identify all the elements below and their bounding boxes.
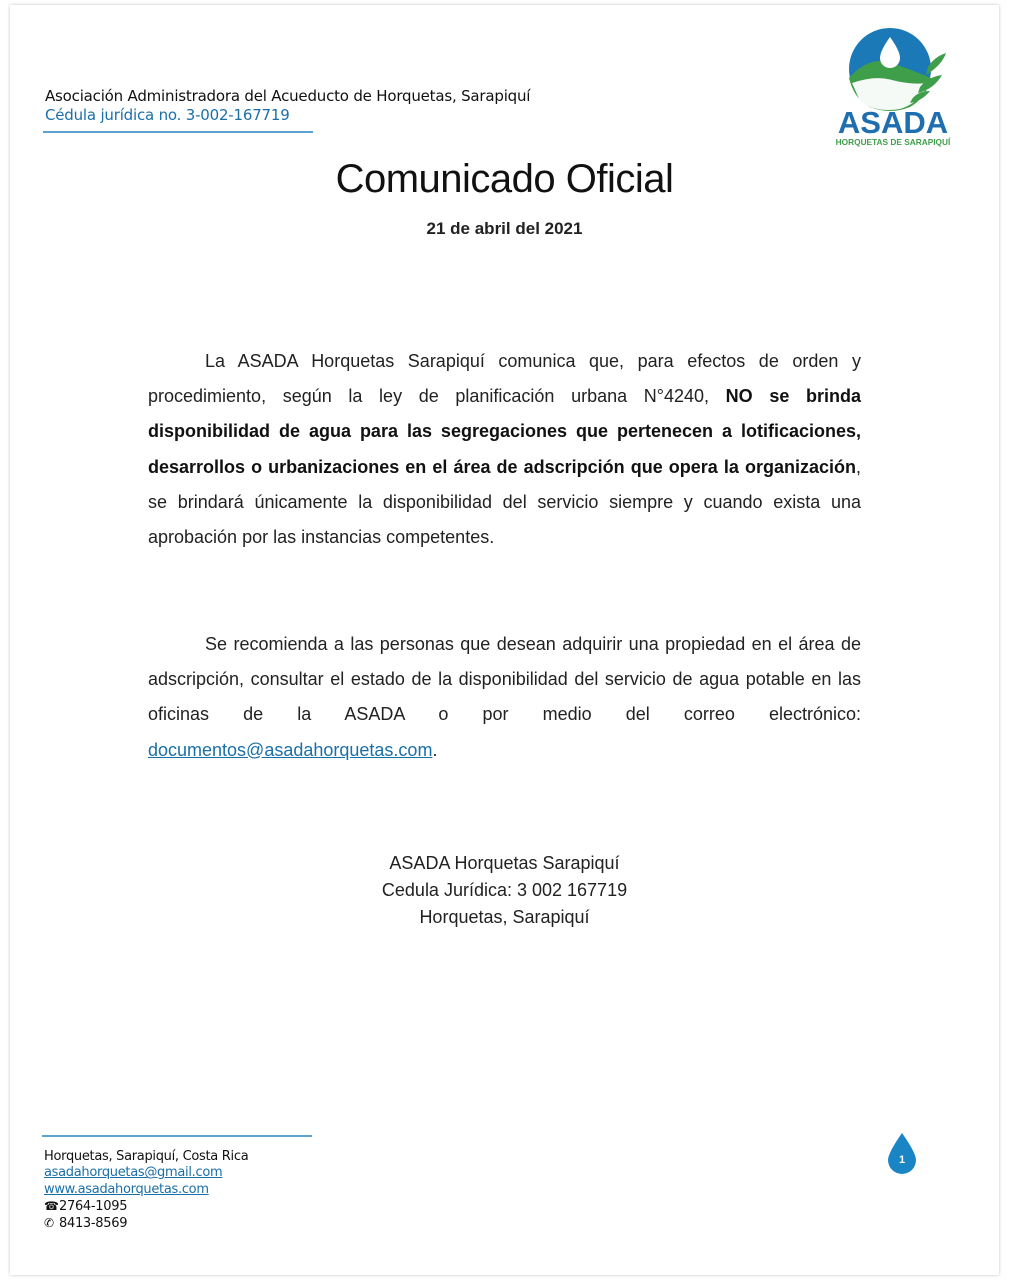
whatsapp-icon: ✆ bbox=[44, 1216, 54, 1231]
footer-divider bbox=[42, 1135, 312, 1137]
paragraph2-text: Se recomienda a las personas que desean adquirir una propiedad en el área de adscripción, consultar el estado de la disponibilidad del servicio de agua potable en las oficinas de la ASADA o por medio del correo electrónico: bbox=[148, 634, 861, 725]
paragraph1-bold: NO se brinda disponibilidad de agua para las segregaciones que pertenecen a lotificaciones, desarrollos o urbanizaciones en el área de adscripción que opera la organización bbox=[148, 386, 861, 477]
footer-contact bbox=[44, 1149, 248, 1232]
page-number: 1 bbox=[898, 1154, 906, 1166]
phone-icon: ☎ bbox=[44, 1198, 59, 1213]
footer-website-link[interactable]: www.asadahorquetas.com bbox=[44, 1181, 209, 1197]
paragraph2-end: . bbox=[432, 739, 438, 760]
organization-name: Asociación Administradora del Acueducto de Horquetas, Sarapiquí bbox=[45, 87, 531, 105]
water-drop-icon bbox=[886, 1131, 918, 1175]
document-page bbox=[10, 5, 999, 1275]
asada-logo bbox=[830, 23, 956, 147]
paragraph1-intro: La ASADA Horquetas Sarapiquí comunica que, para efectos de orden y procedimiento, según la ley de planificación urbana N°4240, bbox=[148, 351, 861, 407]
signature-block bbox=[10, 850, 999, 931]
organization-cedula: Cédula jurídica no. 3-002-167719 bbox=[45, 106, 290, 124]
footer-email-link[interactable]: asadahorquetas@gmail.com bbox=[44, 1165, 223, 1181]
footer-whatsapp: 8413-8569 bbox=[59, 1216, 128, 1232]
logo-wordmark: ASADA bbox=[837, 105, 949, 140]
footer-address: Horquetas, Sarapiquí, Costa Rica bbox=[44, 1149, 249, 1164]
signature-cedula: Cedula Jurídica: 3 002 167719 bbox=[381, 880, 628, 900]
signature-location: Horquetas, Sarapiquí bbox=[419, 907, 590, 927]
paragraph1-end: , se brindará únicamente la disponibilidad del servicio siempre y cuando exista una aprobación por las instancias competentes. bbox=[148, 456, 861, 548]
documents-email-link[interactable]: documentos@asadahorquetas.com bbox=[148, 739, 433, 760]
signature-name: ASADA Horquetas Sarapiquí bbox=[389, 853, 620, 873]
header-divider bbox=[43, 131, 313, 133]
paragraph-availability bbox=[148, 344, 861, 555]
paragraph-recommendation bbox=[148, 627, 861, 768]
asada-logo-graphic bbox=[830, 23, 956, 147]
footer-phone: 2764-1095 bbox=[59, 1198, 128, 1214]
document-date: 21 de abril del 2021 bbox=[426, 219, 583, 238]
logo-subtitle: HORQUETAS DE SARAPIQUÍ bbox=[835, 137, 951, 147]
document-title: Comunicado Oficial bbox=[335, 157, 674, 201]
